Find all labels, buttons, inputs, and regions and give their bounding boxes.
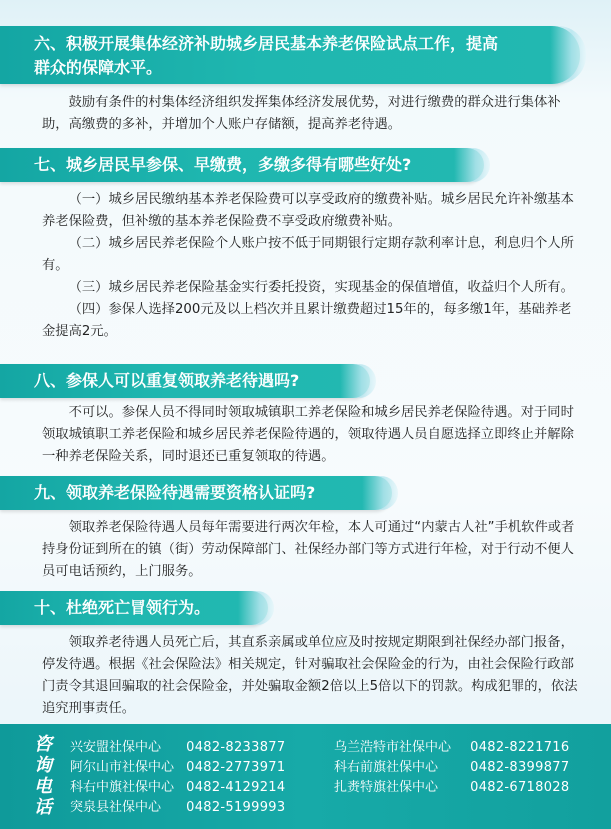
- contact-name: 科右中旗社保中心: [70, 780, 175, 795]
- contact-name: 兴安盟社保中心: [70, 740, 162, 755]
- section-9-header: [0, 476, 392, 510]
- section-8-title: 八、参保人可以重复领取养老待遇吗?: [34, 371, 300, 390]
- section-7-title: 七、城乡居民早参保、早缴费，多缴多得有哪些好处?: [34, 155, 412, 174]
- label-char: 话: [34, 797, 52, 818]
- section-10-body: [42, 632, 582, 720]
- section-7-body: [42, 189, 582, 343]
- section-8-body: [42, 402, 582, 468]
- label-char: 询: [34, 755, 52, 776]
- label-char: 咨: [34, 734, 52, 755]
- label-char: 电: [34, 776, 52, 797]
- contact-row: [334, 738, 569, 757]
- contact-name: 突泉县社保中心: [70, 800, 162, 815]
- section-9-body: [42, 517, 582, 583]
- section-10-title: 十、杜绝死亡冒领行为。: [34, 598, 211, 617]
- contact-name: 科右前旗社保中心: [334, 760, 439, 775]
- section-10-header: [0, 591, 268, 625]
- paragraph: （二）城乡居民养老保险个人账户按不低于同期银行定期存款利率计息，利息归个人所有。: [42, 236, 574, 273]
- paragraph: （一）城乡居民缴纳基本养老保险费可以享受政府的缴费补贴。城乡居民允许补缴基本养老保险费，但补缴的基本养老保险费不享受政府缴费补贴。: [42, 192, 574, 229]
- contact-name: 乌兰浩特市社保中心: [334, 740, 452, 755]
- paragraph: 不可以。参保人员不得同时领取城镇职工养老保险和城乡居民养老保险待遇。对于同时领取城镇职工养老保险和城乡居民养老保险待遇的，领取待遇人员自愿选择立即终止并解除一种养老保险关系，同时退还已重复领取的待遇。: [42, 405, 574, 464]
- paragraph: （三）城乡居民养老保险基金实行委托投资，实现基金的保值增值，收益归个人所有。: [68, 280, 574, 295]
- contact-row: [70, 778, 285, 797]
- contact-row: [70, 758, 285, 777]
- consult-phone-label: [30, 734, 56, 818]
- contact-footer: [0, 724, 611, 829]
- contact-row: [70, 738, 285, 757]
- paragraph: 鼓励有条件的村集体经济组织发挥集体经济发展优势，对进行缴费的群众进行集体补助，高缴费的多补，并增加个人账户存储额，提高养老待遇。: [42, 95, 561, 132]
- contact-row: [334, 758, 569, 777]
- contact-name: 阿尔山市社保中心: [70, 760, 175, 775]
- contact-name: 扎赉特旗社保中心: [334, 780, 439, 795]
- contact-phone: 0482-5199993: [186, 800, 286, 815]
- section-6-title-line2: 群众的保障水平。: [34, 58, 163, 77]
- section-7-header: [0, 148, 484, 182]
- contact-row: [334, 778, 569, 797]
- section-6-title-line1: 六、积极开展集体经济补助城乡居民基本养老保险试点工作，提高: [34, 34, 499, 53]
- contact-phone: 0482-2773971: [186, 760, 286, 775]
- contact-row: [70, 798, 285, 817]
- paragraph: （四）参保人选择200元及以上档次并且累计缴费超过15年的，每多缴1年，基础养老金提高2元。: [42, 302, 572, 339]
- paragraph: 领取养老待遇人员死亡后，其直系亲属或单位应及时按规定期限到社保经办部门报备，停发待遇。根据《社会保险法》相关规定，针对骗取社会保险金的行为，由社会保险行政部门责令其退回骗取的社会保险金，并处骗取金额2倍以上5倍以下的罚款。构成犯罪的，依法追究刑事责任。: [42, 635, 578, 716]
- contact-phone: 0482-8233877: [186, 740, 286, 755]
- section-9-title: 九、领取养老保险待遇需要资格认证吗?: [34, 483, 316, 502]
- section-6-header: [0, 26, 580, 84]
- contact-phone: 0482-6718028: [470, 780, 570, 795]
- section-8-header: [0, 364, 370, 398]
- contact-phone: 0482-8221716: [470, 740, 570, 755]
- contact-phone: 0482-4129214: [186, 780, 286, 795]
- contact-phone: 0482-8399877: [470, 760, 570, 775]
- section-6-body: [42, 92, 582, 136]
- paragraph: 领取养老保险待遇人员每年需要进行两次年检，本人可通过“内蒙古人社”手机软件或者持身份证到所在的镇（街）劳动保障部门、社保经办部门等方式进行年检，对于行动不便人员可电话预约，上门服务。: [42, 520, 575, 579]
